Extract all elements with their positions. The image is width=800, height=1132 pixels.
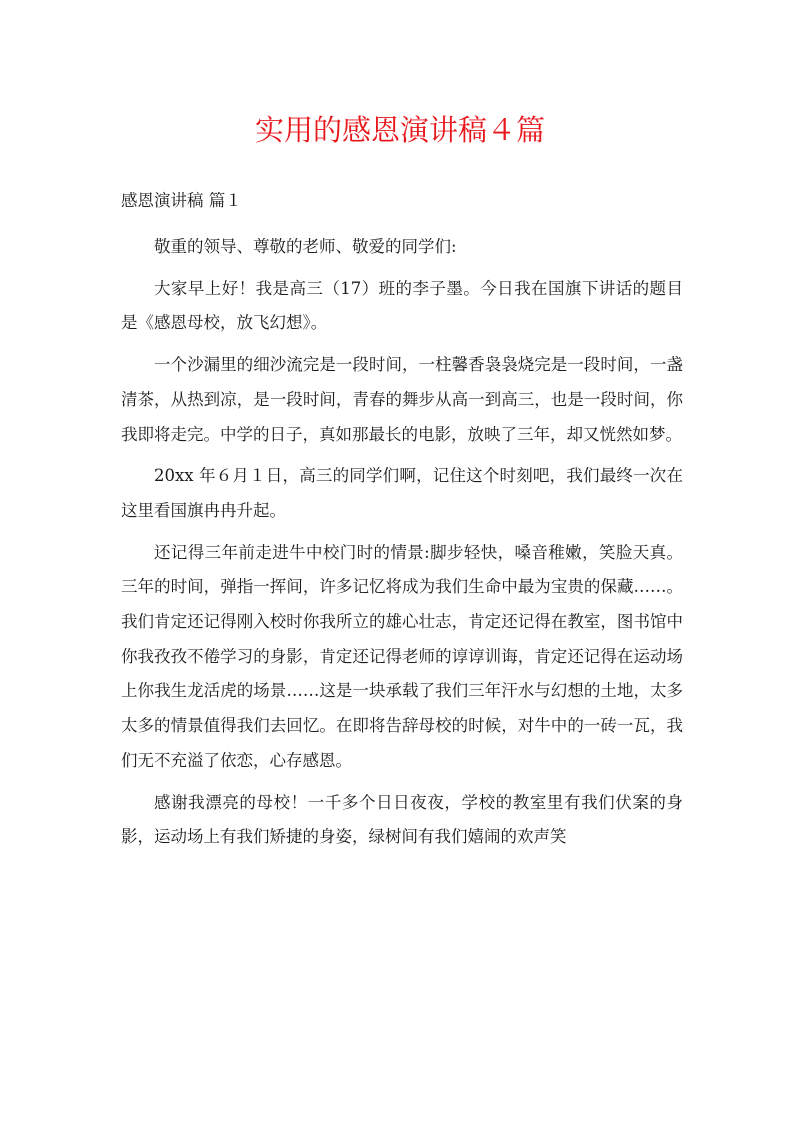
section-heading: 感恩演讲稿 篇１ [121,191,242,210]
paragraph: 还记得三年前走进牛中校门时的情景:脚步轻快，嗓音稚嫩，笑脸天真。三年的时间，弹指一挥间，许多记忆将成为我们生命中最为宝贵的保藏……。我们肯定还记得刚入校时你我所立的雄心壮志，肯定还记得在教室，图书馆中你我孜孜不倦学习的身影，肯定还记得老师的谆谆训诲，肯定还记得在运动场上你我生龙活虎的场景……这是一块承载了我们三年汗水与幻想的土地，太多太多的情景值得我们去回忆。在即将告辞母校的时候，对牛中的一砖一瓦，我们无不充溢了依恋，心存感恩。 [121,542,683,770]
document-body [121,230,683,862]
paragraph: 敬重的领导、尊敬的老师、敬爱的同学们: [154,237,457,256]
paragraph: 20xx 年６月１日，高三的同学们啊，记住这个时刻吧，我们最终一次在这里看国旗冉冉升起。 [121,466,683,520]
document-title: 实用的感恩演讲稿４篇 [254,113,545,147]
paragraph: 感谢我漂亮的母校！一千多个日日夜夜，学校的教室里有我们伏案的身影，运动场上有我们矫捷的身姿，绿树间有我们嬉闹的欢声笑 [121,792,683,847]
paragraph: 大家早上好！我是高三（17）班的李子墨。今日我在国旗下讲话的题目是《感恩母校，放飞幻想》。 [121,278,683,333]
paragraph: 一个沙漏里的细沙流完是一段时间，一柱馨香袅袅烧完是一段时间，一盏清茶，从热到凉，是一段时间，青春的舞步从高一到高三，也是一段时间，你我即将走完。中学的日子，真如那最长的电影，放映了三年，却又恍然如梦。 [121,355,683,444]
